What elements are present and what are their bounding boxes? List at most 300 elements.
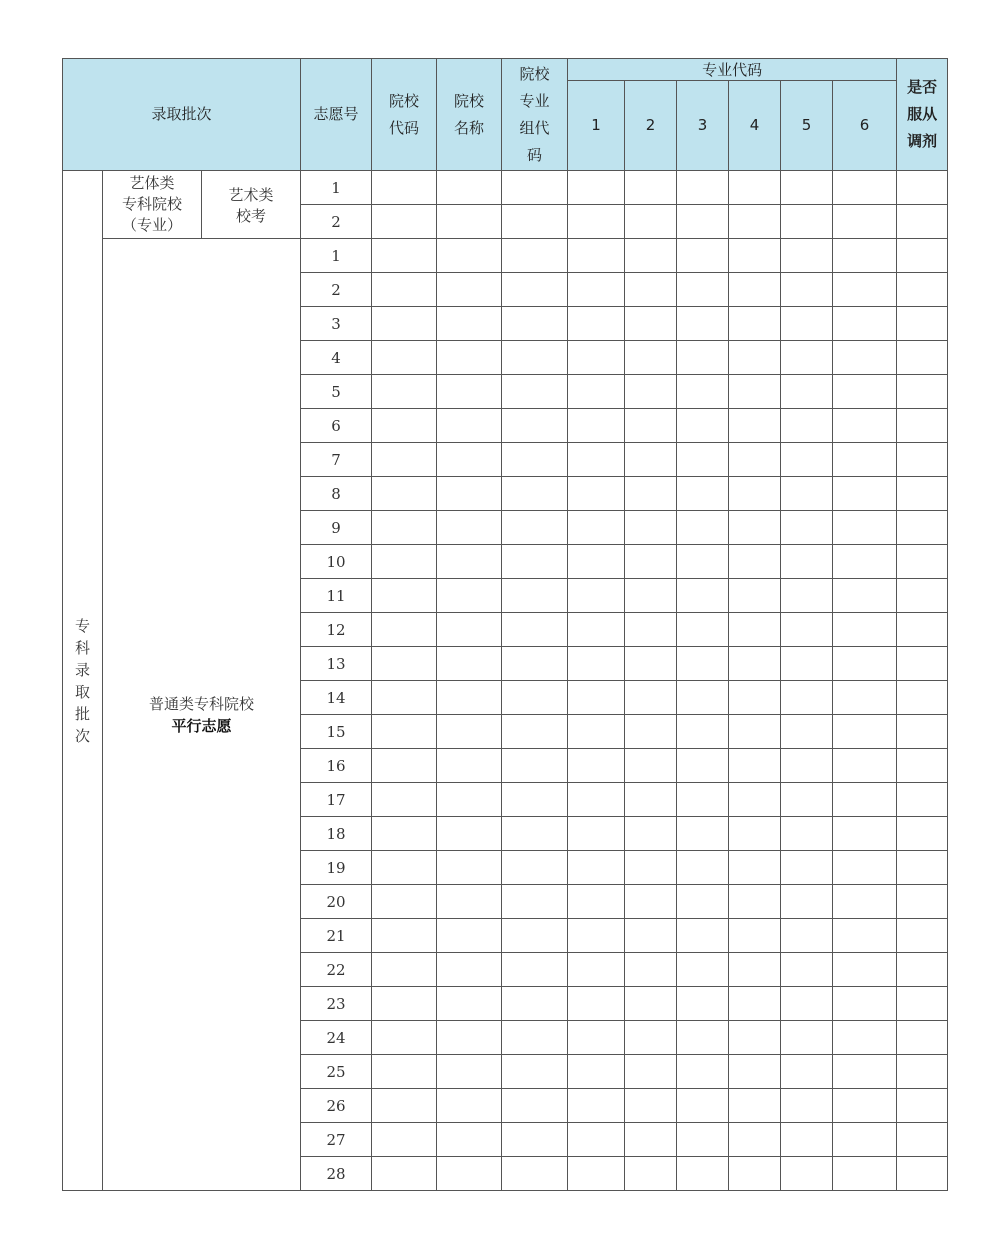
major-group-code-cell[interactable] xyxy=(502,511,568,545)
major-group-code-cell[interactable] xyxy=(502,545,568,579)
school-name-cell[interactable] xyxy=(437,613,502,647)
accept-adjust-cell[interactable] xyxy=(897,273,948,307)
major-code-1-cell[interactable] xyxy=(568,545,625,579)
school-code-cell[interactable] xyxy=(372,919,437,953)
accept-adjust-cell[interactable] xyxy=(897,613,948,647)
school-name-cell[interactable] xyxy=(437,953,502,987)
major-code-1-cell[interactable] xyxy=(568,171,625,205)
accept-adjust-cell[interactable] xyxy=(897,715,948,749)
major-code-5-cell[interactable] xyxy=(781,1021,833,1055)
school-code-cell[interactable] xyxy=(372,681,437,715)
major-code-4-cell[interactable] xyxy=(729,171,781,205)
major-group-code-cell[interactable] xyxy=(502,647,568,681)
school-code-cell[interactable] xyxy=(372,1055,437,1089)
major-code-3-cell[interactable] xyxy=(677,1021,729,1055)
major-code-4-cell[interactable] xyxy=(729,749,781,783)
major-code-6-cell[interactable] xyxy=(833,613,897,647)
accept-adjust-cell[interactable] xyxy=(897,239,948,273)
major-code-1-cell[interactable] xyxy=(568,579,625,613)
accept-adjust-cell[interactable] xyxy=(897,205,948,239)
major-code-3-cell[interactable] xyxy=(677,851,729,885)
major-group-code-cell[interactable] xyxy=(502,681,568,715)
accept-adjust-cell[interactable] xyxy=(897,1055,948,1089)
major-code-3-cell[interactable] xyxy=(677,545,729,579)
major-group-code-cell[interactable] xyxy=(502,1157,568,1191)
major-code-5-cell[interactable] xyxy=(781,341,833,375)
major-code-4-cell[interactable] xyxy=(729,851,781,885)
accept-adjust-cell[interactable] xyxy=(897,681,948,715)
major-code-5-cell[interactable] xyxy=(781,681,833,715)
major-code-1-cell[interactable] xyxy=(568,205,625,239)
major-code-1-cell[interactable] xyxy=(568,851,625,885)
major-code-4-cell[interactable] xyxy=(729,1123,781,1157)
school-code-cell[interactable] xyxy=(372,783,437,817)
major-code-6-cell[interactable] xyxy=(833,919,897,953)
accept-adjust-cell[interactable] xyxy=(897,1157,948,1191)
major-code-5-cell[interactable] xyxy=(781,171,833,205)
major-group-code-cell[interactable] xyxy=(502,273,568,307)
school-code-cell[interactable] xyxy=(372,205,437,239)
major-code-6-cell[interactable] xyxy=(833,783,897,817)
major-group-code-cell[interactable] xyxy=(502,1055,568,1089)
major-code-1-cell[interactable] xyxy=(568,1157,625,1191)
major-code-6-cell[interactable] xyxy=(833,579,897,613)
accept-adjust-cell[interactable] xyxy=(897,409,948,443)
major-code-1-cell[interactable] xyxy=(568,1055,625,1089)
school-name-cell[interactable] xyxy=(437,477,502,511)
major-group-code-cell[interactable] xyxy=(502,171,568,205)
major-code-2-cell[interactable] xyxy=(625,681,677,715)
major-code-1-cell[interactable] xyxy=(568,477,625,511)
major-code-2-cell[interactable] xyxy=(625,953,677,987)
school-name-cell[interactable] xyxy=(437,715,502,749)
school-code-cell[interactable] xyxy=(372,239,437,273)
major-code-3-cell[interactable] xyxy=(677,647,729,681)
major-code-2-cell[interactable] xyxy=(625,545,677,579)
major-code-4-cell[interactable] xyxy=(729,443,781,477)
major-code-5-cell[interactable] xyxy=(781,239,833,273)
major-code-4-cell[interactable] xyxy=(729,885,781,919)
major-code-2-cell[interactable] xyxy=(625,511,677,545)
major-code-4-cell[interactable] xyxy=(729,647,781,681)
school-name-cell[interactable] xyxy=(437,1055,502,1089)
major-code-2-cell[interactable] xyxy=(625,1123,677,1157)
school-name-cell[interactable] xyxy=(437,1021,502,1055)
major-code-6-cell[interactable] xyxy=(833,715,897,749)
major-code-5-cell[interactable] xyxy=(781,783,833,817)
major-code-2-cell[interactable] xyxy=(625,817,677,851)
major-code-2-cell[interactable] xyxy=(625,205,677,239)
major-code-2-cell[interactable] xyxy=(625,239,677,273)
major-code-4-cell[interactable] xyxy=(729,613,781,647)
major-code-3-cell[interactable] xyxy=(677,1089,729,1123)
school-code-cell[interactable] xyxy=(372,647,437,681)
major-code-6-cell[interactable] xyxy=(833,1089,897,1123)
major-group-code-cell[interactable] xyxy=(502,443,568,477)
major-code-6-cell[interactable] xyxy=(833,1123,897,1157)
school-code-cell[interactable] xyxy=(372,375,437,409)
major-code-5-cell[interactable] xyxy=(781,273,833,307)
major-code-3-cell[interactable] xyxy=(677,681,729,715)
major-code-1-cell[interactable] xyxy=(568,953,625,987)
major-code-4-cell[interactable] xyxy=(729,987,781,1021)
major-group-code-cell[interactable] xyxy=(502,851,568,885)
major-code-2-cell[interactable] xyxy=(625,885,677,919)
major-code-2-cell[interactable] xyxy=(625,443,677,477)
major-code-6-cell[interactable] xyxy=(833,511,897,545)
school-name-cell[interactable] xyxy=(437,375,502,409)
school-name-cell[interactable] xyxy=(437,307,502,341)
major-code-1-cell[interactable] xyxy=(568,273,625,307)
major-code-6-cell[interactable] xyxy=(833,851,897,885)
major-code-1-cell[interactable] xyxy=(568,307,625,341)
major-code-4-cell[interactable] xyxy=(729,1055,781,1089)
major-code-3-cell[interactable] xyxy=(677,205,729,239)
major-code-1-cell[interactable] xyxy=(568,817,625,851)
school-code-cell[interactable] xyxy=(372,511,437,545)
school-name-cell[interactable] xyxy=(437,511,502,545)
school-name-cell[interactable] xyxy=(437,443,502,477)
major-code-1-cell[interactable] xyxy=(568,749,625,783)
major-code-5-cell[interactable] xyxy=(781,375,833,409)
accept-adjust-cell[interactable] xyxy=(897,341,948,375)
accept-adjust-cell[interactable] xyxy=(897,851,948,885)
school-name-cell[interactable] xyxy=(437,919,502,953)
school-code-cell[interactable] xyxy=(372,987,437,1021)
major-code-3-cell[interactable] xyxy=(677,375,729,409)
major-code-5-cell[interactable] xyxy=(781,443,833,477)
major-code-2-cell[interactable] xyxy=(625,715,677,749)
major-group-code-cell[interactable] xyxy=(502,579,568,613)
school-name-cell[interactable] xyxy=(437,273,502,307)
school-name-cell[interactable] xyxy=(437,783,502,817)
major-code-3-cell[interactable] xyxy=(677,511,729,545)
major-code-2-cell[interactable] xyxy=(625,579,677,613)
major-code-2-cell[interactable] xyxy=(625,919,677,953)
major-code-5-cell[interactable] xyxy=(781,545,833,579)
major-code-6-cell[interactable] xyxy=(833,341,897,375)
school-code-cell[interactable] xyxy=(372,409,437,443)
major-code-5-cell[interactable] xyxy=(781,307,833,341)
major-group-code-cell[interactable] xyxy=(502,885,568,919)
major-code-4-cell[interactable] xyxy=(729,511,781,545)
accept-adjust-cell[interactable] xyxy=(897,511,948,545)
major-code-4-cell[interactable] xyxy=(729,273,781,307)
major-code-6-cell[interactable] xyxy=(833,681,897,715)
major-code-1-cell[interactable] xyxy=(568,613,625,647)
accept-adjust-cell[interactable] xyxy=(897,647,948,681)
major-group-code-cell[interactable] xyxy=(502,375,568,409)
major-code-2-cell[interactable] xyxy=(625,1021,677,1055)
accept-adjust-cell[interactable] xyxy=(897,171,948,205)
major-code-3-cell[interactable] xyxy=(677,987,729,1021)
school-name-cell[interactable] xyxy=(437,545,502,579)
major-code-2-cell[interactable] xyxy=(625,783,677,817)
major-code-4-cell[interactable] xyxy=(729,681,781,715)
major-code-2-cell[interactable] xyxy=(625,647,677,681)
major-group-code-cell[interactable] xyxy=(502,1123,568,1157)
accept-adjust-cell[interactable] xyxy=(897,1123,948,1157)
major-code-3-cell[interactable] xyxy=(677,477,729,511)
school-code-cell[interactable] xyxy=(372,307,437,341)
major-code-3-cell[interactable] xyxy=(677,1055,729,1089)
major-group-code-cell[interactable] xyxy=(502,307,568,341)
major-code-4-cell[interactable] xyxy=(729,715,781,749)
major-code-3-cell[interactable] xyxy=(677,817,729,851)
school-name-cell[interactable] xyxy=(437,851,502,885)
school-name-cell[interactable] xyxy=(437,341,502,375)
major-code-5-cell[interactable] xyxy=(781,1055,833,1089)
major-code-6-cell[interactable] xyxy=(833,477,897,511)
school-code-cell[interactable] xyxy=(372,341,437,375)
major-code-5-cell[interactable] xyxy=(781,919,833,953)
major-code-1-cell[interactable] xyxy=(568,409,625,443)
major-code-2-cell[interactable] xyxy=(625,1157,677,1191)
major-code-5-cell[interactable] xyxy=(781,749,833,783)
school-name-cell[interactable] xyxy=(437,987,502,1021)
major-code-5-cell[interactable] xyxy=(781,953,833,987)
major-code-6-cell[interactable] xyxy=(833,205,897,239)
school-code-cell[interactable] xyxy=(372,1157,437,1191)
major-code-4-cell[interactable] xyxy=(729,239,781,273)
major-code-5-cell[interactable] xyxy=(781,579,833,613)
major-code-6-cell[interactable] xyxy=(833,1021,897,1055)
major-code-5-cell[interactable] xyxy=(781,885,833,919)
major-code-1-cell[interactable] xyxy=(568,681,625,715)
major-code-4-cell[interactable] xyxy=(729,1157,781,1191)
major-group-code-cell[interactable] xyxy=(502,205,568,239)
school-code-cell[interactable] xyxy=(372,953,437,987)
major-code-2-cell[interactable] xyxy=(625,341,677,375)
major-code-2-cell[interactable] xyxy=(625,1089,677,1123)
accept-adjust-cell[interactable] xyxy=(897,953,948,987)
accept-adjust-cell[interactable] xyxy=(897,1089,948,1123)
major-group-code-cell[interactable] xyxy=(502,987,568,1021)
major-code-6-cell[interactable] xyxy=(833,409,897,443)
major-group-code-cell[interactable] xyxy=(502,341,568,375)
school-code-cell[interactable] xyxy=(372,443,437,477)
major-code-5-cell[interactable] xyxy=(781,715,833,749)
major-code-3-cell[interactable] xyxy=(677,613,729,647)
major-code-6-cell[interactable] xyxy=(833,273,897,307)
major-group-code-cell[interactable] xyxy=(502,953,568,987)
major-code-3-cell[interactable] xyxy=(677,409,729,443)
accept-adjust-cell[interactable] xyxy=(897,443,948,477)
school-code-cell[interactable] xyxy=(372,1089,437,1123)
major-code-6-cell[interactable] xyxy=(833,545,897,579)
major-code-4-cell[interactable] xyxy=(729,477,781,511)
major-code-1-cell[interactable] xyxy=(568,987,625,1021)
major-code-6-cell[interactable] xyxy=(833,817,897,851)
major-code-5-cell[interactable] xyxy=(781,511,833,545)
major-group-code-cell[interactable] xyxy=(502,715,568,749)
major-code-2-cell[interactable] xyxy=(625,171,677,205)
major-code-2-cell[interactable] xyxy=(625,273,677,307)
major-code-3-cell[interactable] xyxy=(677,953,729,987)
accept-adjust-cell[interactable] xyxy=(897,817,948,851)
major-code-4-cell[interactable] xyxy=(729,307,781,341)
school-code-cell[interactable] xyxy=(372,545,437,579)
major-code-1-cell[interactable] xyxy=(568,239,625,273)
major-code-3-cell[interactable] xyxy=(677,341,729,375)
major-code-6-cell[interactable] xyxy=(833,443,897,477)
school-code-cell[interactable] xyxy=(372,817,437,851)
accept-adjust-cell[interactable] xyxy=(897,1021,948,1055)
major-code-2-cell[interactable] xyxy=(625,1055,677,1089)
school-name-cell[interactable] xyxy=(437,749,502,783)
major-code-3-cell[interactable] xyxy=(677,783,729,817)
school-name-cell[interactable] xyxy=(437,171,502,205)
major-code-2-cell[interactable] xyxy=(625,477,677,511)
school-code-cell[interactable] xyxy=(372,477,437,511)
major-code-3-cell[interactable] xyxy=(677,1157,729,1191)
major-code-2-cell[interactable] xyxy=(625,987,677,1021)
major-code-5-cell[interactable] xyxy=(781,1157,833,1191)
school-code-cell[interactable] xyxy=(372,885,437,919)
major-code-4-cell[interactable] xyxy=(729,375,781,409)
major-code-6-cell[interactable] xyxy=(833,375,897,409)
major-code-6-cell[interactable] xyxy=(833,987,897,1021)
major-group-code-cell[interactable] xyxy=(502,409,568,443)
major-code-5-cell[interactable] xyxy=(781,987,833,1021)
major-code-1-cell[interactable] xyxy=(568,511,625,545)
accept-adjust-cell[interactable] xyxy=(897,375,948,409)
accept-adjust-cell[interactable] xyxy=(897,987,948,1021)
school-name-cell[interactable] xyxy=(437,205,502,239)
school-code-cell[interactable] xyxy=(372,171,437,205)
school-code-cell[interactable] xyxy=(372,851,437,885)
major-code-3-cell[interactable] xyxy=(677,273,729,307)
major-code-3-cell[interactable] xyxy=(677,239,729,273)
major-code-6-cell[interactable] xyxy=(833,1157,897,1191)
major-group-code-cell[interactable] xyxy=(502,919,568,953)
major-code-4-cell[interactable] xyxy=(729,1089,781,1123)
major-code-3-cell[interactable] xyxy=(677,715,729,749)
major-group-code-cell[interactable] xyxy=(502,783,568,817)
school-name-cell[interactable] xyxy=(437,579,502,613)
major-code-1-cell[interactable] xyxy=(568,341,625,375)
major-code-4-cell[interactable] xyxy=(729,579,781,613)
major-code-4-cell[interactable] xyxy=(729,919,781,953)
accept-adjust-cell[interactable] xyxy=(897,749,948,783)
major-code-5-cell[interactable] xyxy=(781,477,833,511)
accept-adjust-cell[interactable] xyxy=(897,919,948,953)
school-name-cell[interactable] xyxy=(437,681,502,715)
accept-adjust-cell[interactable] xyxy=(897,783,948,817)
major-code-1-cell[interactable] xyxy=(568,885,625,919)
major-group-code-cell[interactable] xyxy=(502,477,568,511)
accept-adjust-cell[interactable] xyxy=(897,477,948,511)
major-code-6-cell[interactable] xyxy=(833,1055,897,1089)
school-name-cell[interactable] xyxy=(437,409,502,443)
major-code-1-cell[interactable] xyxy=(568,647,625,681)
major-code-1-cell[interactable] xyxy=(568,443,625,477)
major-code-3-cell[interactable] xyxy=(677,919,729,953)
major-code-1-cell[interactable] xyxy=(568,375,625,409)
major-code-4-cell[interactable] xyxy=(729,341,781,375)
major-code-4-cell[interactable] xyxy=(729,409,781,443)
major-group-code-cell[interactable] xyxy=(502,239,568,273)
major-code-4-cell[interactable] xyxy=(729,783,781,817)
major-code-6-cell[interactable] xyxy=(833,171,897,205)
major-code-3-cell[interactable] xyxy=(677,443,729,477)
major-code-6-cell[interactable] xyxy=(833,239,897,273)
accept-adjust-cell[interactable] xyxy=(897,579,948,613)
school-name-cell[interactable] xyxy=(437,885,502,919)
major-code-1-cell[interactable] xyxy=(568,1089,625,1123)
major-code-6-cell[interactable] xyxy=(833,307,897,341)
school-code-cell[interactable] xyxy=(372,1123,437,1157)
major-code-2-cell[interactable] xyxy=(625,613,677,647)
major-code-4-cell[interactable] xyxy=(729,205,781,239)
school-code-cell[interactable] xyxy=(372,1021,437,1055)
major-code-6-cell[interactable] xyxy=(833,953,897,987)
major-code-5-cell[interactable] xyxy=(781,205,833,239)
major-code-2-cell[interactable] xyxy=(625,851,677,885)
major-code-1-cell[interactable] xyxy=(568,783,625,817)
major-code-1-cell[interactable] xyxy=(568,1123,625,1157)
school-code-cell[interactable] xyxy=(372,579,437,613)
major-code-5-cell[interactable] xyxy=(781,851,833,885)
major-group-code-cell[interactable] xyxy=(502,1089,568,1123)
school-code-cell[interactable] xyxy=(372,715,437,749)
major-group-code-cell[interactable] xyxy=(502,1021,568,1055)
major-code-3-cell[interactable] xyxy=(677,171,729,205)
major-code-5-cell[interactable] xyxy=(781,613,833,647)
major-code-1-cell[interactable] xyxy=(568,715,625,749)
major-code-4-cell[interactable] xyxy=(729,817,781,851)
major-code-5-cell[interactable] xyxy=(781,1123,833,1157)
accept-adjust-cell[interactable] xyxy=(897,885,948,919)
major-code-3-cell[interactable] xyxy=(677,307,729,341)
major-code-3-cell[interactable] xyxy=(677,1123,729,1157)
major-code-5-cell[interactable] xyxy=(781,1089,833,1123)
major-code-6-cell[interactable] xyxy=(833,885,897,919)
major-code-3-cell[interactable] xyxy=(677,579,729,613)
major-code-1-cell[interactable] xyxy=(568,919,625,953)
major-code-4-cell[interactable] xyxy=(729,953,781,987)
major-code-6-cell[interactable] xyxy=(833,647,897,681)
major-code-3-cell[interactable] xyxy=(677,749,729,783)
school-name-cell[interactable] xyxy=(437,239,502,273)
major-code-1-cell[interactable] xyxy=(568,1021,625,1055)
school-code-cell[interactable] xyxy=(372,273,437,307)
school-name-cell[interactable] xyxy=(437,1123,502,1157)
school-name-cell[interactable] xyxy=(437,1089,502,1123)
major-group-code-cell[interactable] xyxy=(502,749,568,783)
major-code-4-cell[interactable] xyxy=(729,545,781,579)
major-group-code-cell[interactable] xyxy=(502,817,568,851)
major-code-6-cell[interactable] xyxy=(833,749,897,783)
school-name-cell[interactable] xyxy=(437,1157,502,1191)
major-code-5-cell[interactable] xyxy=(781,409,833,443)
major-code-4-cell[interactable] xyxy=(729,1021,781,1055)
accept-adjust-cell[interactable] xyxy=(897,307,948,341)
school-name-cell[interactable] xyxy=(437,647,502,681)
school-code-cell[interactable] xyxy=(372,749,437,783)
major-code-2-cell[interactable] xyxy=(625,749,677,783)
major-code-2-cell[interactable] xyxy=(625,409,677,443)
major-group-code-cell[interactable] xyxy=(502,613,568,647)
school-code-cell[interactable] xyxy=(372,613,437,647)
major-code-5-cell[interactable] xyxy=(781,647,833,681)
major-code-5-cell[interactable] xyxy=(781,817,833,851)
major-code-3-cell[interactable] xyxy=(677,885,729,919)
major-code-2-cell[interactable] xyxy=(625,307,677,341)
major-code-2-cell[interactable] xyxy=(625,375,677,409)
accept-adjust-cell[interactable] xyxy=(897,545,948,579)
school-name-cell[interactable] xyxy=(437,817,502,851)
